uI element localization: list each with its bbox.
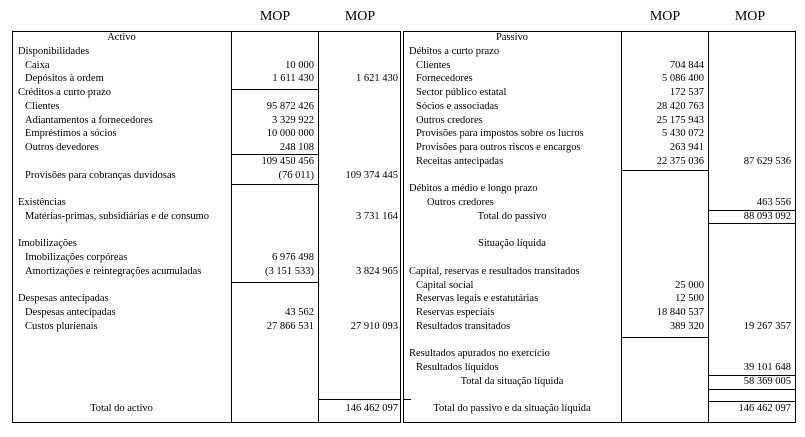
row-label: Imobilizações	[18, 238, 77, 250]
currency-header: MOP	[649, 9, 681, 24]
row-label: Sócios e associadas	[416, 100, 499, 112]
row-label: Provisões para outros riscos e encargos	[416, 142, 581, 153]
row-value-detail: 5 430 072	[662, 128, 704, 140]
row-value-detail: 5 086 400	[662, 73, 704, 85]
row-label: Total do passivo	[477, 210, 547, 222]
row-value-detail: 109 450 456	[261, 155, 314, 167]
row-label: Matérias-primas, subsidiárias e de consumo	[25, 210, 209, 222]
row-value-detail: 43 562	[285, 307, 314, 318]
row-value-detail: 25 000	[675, 279, 704, 291]
sum-rule	[621, 170, 708, 171]
currency-header: MOP	[734, 9, 766, 24]
row-value-total: 39 101 648	[743, 362, 791, 373]
row-value-detail: 10 000 000	[266, 128, 314, 140]
sum-rule	[708, 389, 796, 390]
row-value-detail: 95 872 426	[266, 100, 314, 112]
row-value-detail: (76 011)	[278, 169, 314, 181]
row-label: Reservas especiais	[416, 307, 495, 318]
row-value-detail: 172 537	[669, 87, 704, 98]
row-label: Clientes	[25, 100, 60, 112]
row-label: Resultados líquidos	[416, 362, 499, 373]
sum-rule	[318, 399, 401, 400]
row-label: Imobilizações corpóreas	[25, 252, 128, 263]
row-label: Total da situação líquida	[460, 375, 564, 387]
row-value-total: 58 369 005	[743, 375, 791, 387]
sum-rule	[231, 184, 318, 185]
grand-total-label: Total do activo	[90, 403, 153, 415]
row-label: Outros devedores	[25, 142, 99, 153]
row-value-total: 19 267 357	[743, 320, 791, 332]
row-label: Adiantamentos a fornecedores	[25, 114, 153, 126]
row-value-total: 3 824 965	[356, 265, 398, 277]
row-label: Sector público estatal	[416, 87, 507, 98]
row-value-detail: 22 375 036	[656, 155, 704, 167]
row-label: Caixa	[25, 59, 50, 71]
row-label: Amortizações e reintegrações acumuladas	[25, 265, 202, 277]
sum-rule	[621, 337, 708, 338]
grand-total-value: 146 462 097	[345, 403, 398, 415]
row-label: Outros credores	[427, 197, 494, 208]
row-value-total: 87 629 536	[743, 155, 791, 167]
row-label: Outros credores	[416, 114, 483, 126]
row-label: Despesas antecipadas	[25, 307, 116, 318]
row-label: Depósitos à ordem	[25, 73, 104, 85]
row-value-total: 88 093 092	[743, 210, 791, 222]
grand-total-label: Total do passivo e da situação líquida	[433, 403, 591, 415]
row-label: Disponibilidades	[18, 45, 90, 57]
row-label: Capital social	[416, 279, 474, 291]
row-label: Resultados transitados	[416, 320, 511, 332]
row-value-detail: 704 844	[669, 59, 704, 71]
row-value-detail: 3 329 922	[272, 114, 314, 126]
row-label: Provisões para impostos sobre os lucros	[416, 128, 584, 140]
currency-header: MOP	[259, 9, 291, 24]
row-label: Débitos a médio e longo prazo	[409, 183, 538, 195]
row-value-total: 463 556	[756, 197, 791, 208]
row-label: Créditos a curto prazo	[18, 87, 112, 98]
row-label: Resultados apurados no exercício	[409, 348, 550, 360]
row-label: Provisões para cobranças duvidosas	[25, 169, 176, 181]
sum-rule	[403, 399, 411, 400]
row-label: Existências	[18, 197, 66, 208]
row-value-detail: 248 108	[279, 142, 314, 153]
row-label: Receitas antecipadas	[416, 155, 504, 167]
row-value-total: 27 910 093	[350, 320, 398, 332]
row-value-detail: 263 941	[669, 142, 704, 153]
row-label: Capital, reservas e resultados transitados	[409, 265, 580, 277]
row-label: Despesas antecipadas	[18, 293, 109, 305]
sum-rule	[231, 89, 318, 90]
row-label: Fornecedores	[416, 73, 473, 85]
row-label: Débitos a curto prazo	[409, 45, 500, 57]
row-label: Empréstimos a sócios	[25, 128, 117, 140]
row-value-detail: (3 151 533)	[265, 265, 314, 277]
row-value-total: 3 731 164	[356, 210, 398, 222]
sum-rule	[231, 282, 318, 283]
row-value-detail: 27 866 531	[266, 320, 314, 332]
row-value-detail: 12 500	[675, 293, 704, 305]
row-value-detail: 10 000	[285, 59, 314, 71]
row-value-detail: 25 175 943	[656, 114, 704, 126]
row-value-total: 1 621 430	[356, 73, 398, 85]
row-value-detail: 18 840 537	[656, 307, 704, 318]
row-label: Custos plurienais	[25, 320, 98, 332]
row-value-detail: 6 976 498	[272, 252, 314, 263]
grand-total-value: 146 462 097	[738, 403, 791, 415]
row-label: Reservas legais e estatutárias	[416, 293, 539, 305]
row-value-detail: 389 320	[669, 320, 704, 332]
row-value-detail: 1 611 430	[272, 73, 314, 85]
row-value-detail: 28 420 763	[656, 100, 704, 112]
currency-header: MOP	[344, 9, 376, 24]
column-divider	[318, 31, 319, 423]
passivo-section-title: Passivo	[495, 32, 529, 43]
row-label: Situação líquida	[478, 238, 546, 250]
row-label: Clientes	[416, 59, 451, 71]
row-value-total: 109 374 445	[345, 169, 398, 181]
activo-section-title: Activo	[107, 32, 136, 43]
